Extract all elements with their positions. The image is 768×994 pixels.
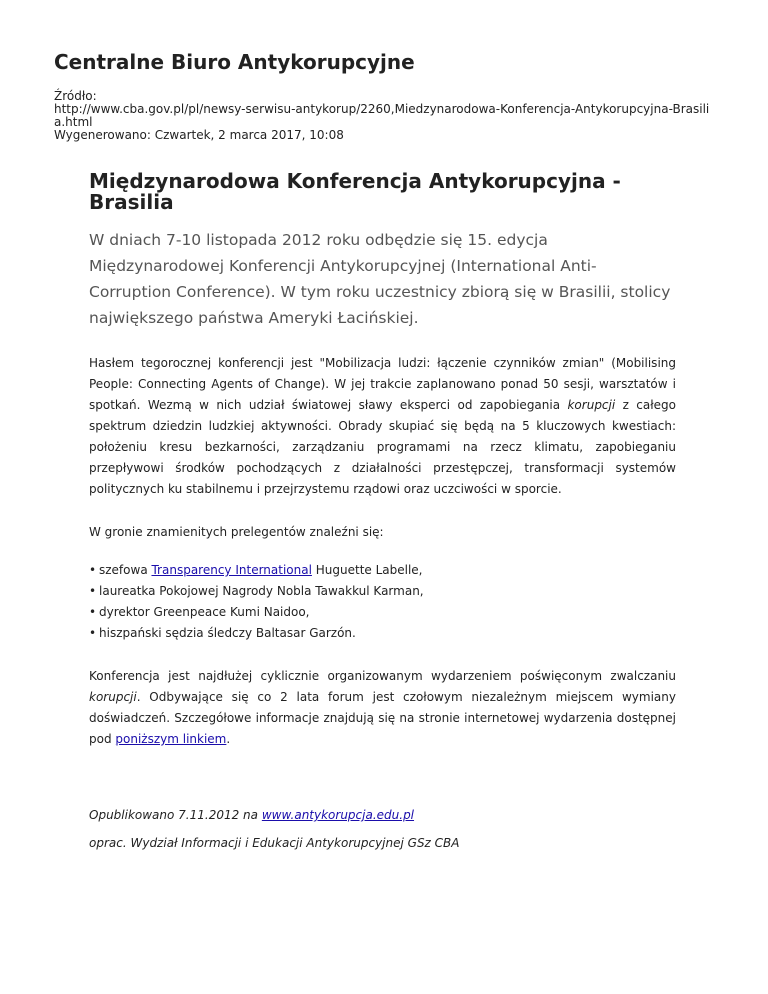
conference-details-link[interactable]: poniższym linkiem <box>115 732 227 746</box>
source-meta <box>54 90 744 142</box>
source-url-line1: http://www.cba.gov.pl/pl/newsy-serwisu-antykorup/2260,Miedzynarodowa-Konferencja-Antykorupcyjna-Brasili <box>54 102 710 116</box>
paragraph-conference-text2: . Odbywające się co 2 lata forum jest czołowym niezależnym miejscem wymiany doświadczeń. Szczegółowe informacje znajdują się na stronie internetowej wydarzenia dostępnej pod <box>89 690 676 746</box>
published-note <box>89 808 676 822</box>
paragraph-motto-text2: z całego spektrum dziedzin ludzkiej aktywności. Obrady skupiać się będą na 5 kluczowych kwestiach: położeniu kresu bezkarności, zarządzaniu programami na rzecz klimatu, zapobieganiu przepływowi środków pochodzących z działalności przestępczej, transformacji systemów politycznych ku stabilnemu i przejrzystemu rządowi oraz uczciwości w sporcie. <box>89 398 676 496</box>
paragraph-conference-end: . <box>226 732 231 746</box>
article-title <box>89 171 676 213</box>
source-url-line2: a.html <box>54 115 93 129</box>
speaker1-prefix: szefowa <box>99 563 152 577</box>
speakers-list <box>89 560 676 644</box>
list-item: • dyrektor Greenpeace Kumi Naidoo, <box>97 602 676 623</box>
article <box>89 171 676 850</box>
published-prefix: Opublikowano 7.11.2012 na <box>89 808 262 822</box>
paragraph-conference <box>89 666 676 750</box>
article-title-line1: Międzynarodowa Konferencja Antykorupcyjna - <box>89 169 621 193</box>
speaker1-suffix: Huguette Labelle, <box>311 563 423 577</box>
paragraph-motto-emphasis: korupcji <box>567 398 616 412</box>
paragraph-motto-text1: Hasłem tegorocznej konferencji jest "Mobilizacja ludzi: łączenie czynników zmian" (Mobilising People: Connecting Agents of Change). W jej trakcie zaplanowano ponad 50 sesji, warsztatów i spotkań. Wezmą w nich udział światowej sławy eksperci od zapobiegania <box>89 356 676 412</box>
source-label: Źródło: <box>54 89 97 103</box>
list-item: • hiszpański sędzia śledczy Baltasar Garzón. <box>97 623 676 644</box>
speakers-intro: W gronie znamienitych prelegentów znaleźni się: <box>89 525 384 539</box>
transparency-international-link[interactable]: Transparency International <box>151 563 312 577</box>
list-item: • laureatka Pokojowej Nagrody Nobla Tawakkul Karman, <box>97 581 676 602</box>
paragraph-conference-emphasis: korupcji <box>89 690 137 704</box>
paragraph-motto <box>89 353 676 500</box>
article-title-line2: Brasilia <box>89 190 174 214</box>
antykorupcja-link[interactable]: www.antykorupcja.edu.pl <box>261 808 415 822</box>
paragraph-conference-text1: Konferencja jest najdłużej cyklicznie organizowanym wydarzeniem poświęconym zwalczaniu <box>89 669 676 683</box>
site-title: Centralne Biuro Antykorupcyjne <box>54 50 415 74</box>
article-lead: W dniach 7-10 listopada 2012 roku odbędzie się 15. edycja Międzynarodowej Konferencji Antykorupcyjnej (International Anti-Corruption Conference). W tym roku uczestnicy zbiorą się w Brasilii, stolicy największego państwa Ameryki Łacińskiej. <box>89 231 671 327</box>
author-credit: oprac. Wydział Informacji i Edukacji Antykorupcyjnej GSz CBA <box>89 836 460 850</box>
generated-date: Wygenerowano: Czwartek, 2 marca 2017, 10:08 <box>54 128 344 142</box>
list-item <box>97 560 676 581</box>
